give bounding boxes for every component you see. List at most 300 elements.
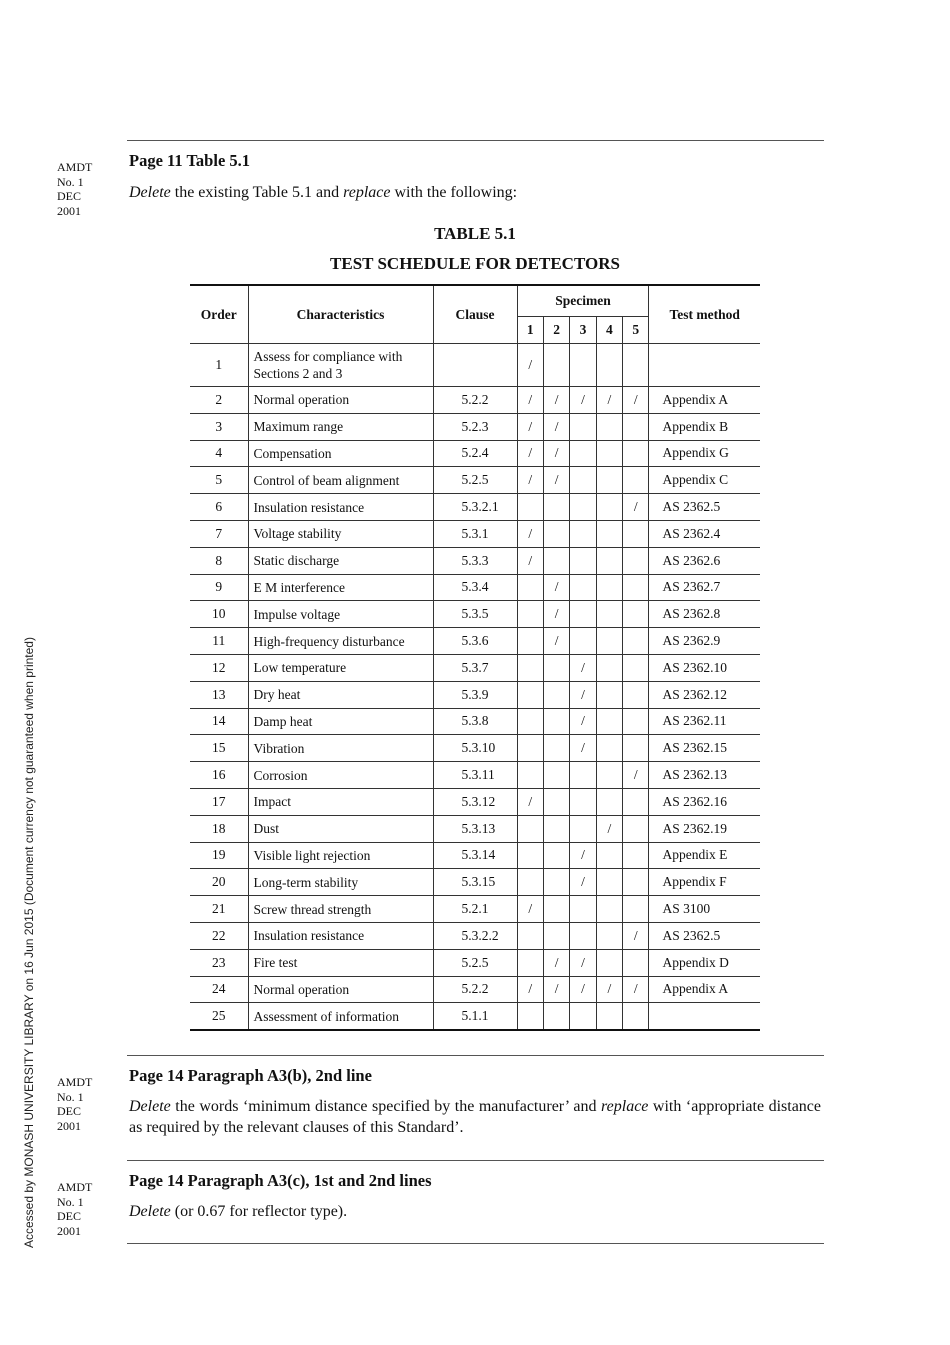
table-row xyxy=(190,413,760,440)
amendment-label: AMDT xyxy=(57,1075,93,1089)
cell-characteristic: High-frequency disturbance xyxy=(248,628,433,655)
cell-order: 5 xyxy=(190,467,248,494)
cell-specimen-1 xyxy=(517,654,543,681)
cell-specimen-5 xyxy=(623,788,649,815)
cell-specimen-3 xyxy=(570,762,596,789)
cell-characteristic: Assessment of information xyxy=(248,1003,433,1030)
cell-specimen-2 xyxy=(543,922,569,949)
cell-specimen-2 xyxy=(543,1003,569,1030)
header-specimen-2: 2 xyxy=(543,317,569,344)
cell-order: 6 xyxy=(190,494,248,521)
cell-characteristic: Insulation resistance xyxy=(248,494,433,521)
cell-specimen-5: / xyxy=(623,762,649,789)
cell-clause: 5.3.3 xyxy=(433,547,517,574)
amendment-month: DEC xyxy=(57,1104,81,1118)
cell-order: 22 xyxy=(190,922,248,949)
cell-specimen-4 xyxy=(596,494,622,521)
table-row xyxy=(190,494,760,521)
cell-test-method: Appendix D xyxy=(649,949,760,976)
cell-specimen-1 xyxy=(517,494,543,521)
cell-characteristic: Control of beam alignment xyxy=(248,467,433,494)
amendment-number: No. 1 xyxy=(57,174,84,189)
replace-keyword: replace xyxy=(343,184,391,201)
section-instruction-table-5-1 xyxy=(129,182,821,203)
cell-specimen-5 xyxy=(623,735,649,762)
cell-specimen-3: / xyxy=(570,735,596,762)
header-specimen: Specimen xyxy=(517,285,649,317)
cell-specimen-2: / xyxy=(543,413,569,440)
table-row xyxy=(190,788,760,815)
cell-characteristic: Voltage stability xyxy=(248,520,433,547)
table-caption: TABLE 5.1 xyxy=(434,224,516,243)
cell-specimen-1: / xyxy=(517,788,543,815)
instruction-text-end: with ‘appropriate distance as required by the relevant clauses of this Standard’. xyxy=(129,1098,822,1136)
cell-test-method: AS 2362.10 xyxy=(649,654,760,681)
cell-specimen-3 xyxy=(570,440,596,467)
cell-specimen-4 xyxy=(596,1003,622,1030)
table-row xyxy=(190,344,760,387)
cell-specimen-3 xyxy=(570,1003,596,1030)
cell-specimen-1: / xyxy=(517,896,543,923)
cell-specimen-3: / xyxy=(570,976,596,1003)
section-divider-bottom xyxy=(127,1243,824,1244)
delete-keyword: Delete xyxy=(129,1203,171,1220)
cell-specimen-1 xyxy=(517,574,543,601)
amendment-number: No. 1 xyxy=(57,1194,84,1209)
cell-specimen-1 xyxy=(517,681,543,708)
table-row xyxy=(190,708,760,735)
cell-specimen-1: / xyxy=(517,344,543,387)
cell-specimen-2: / xyxy=(543,467,569,494)
cell-specimen-5 xyxy=(623,949,649,976)
cell-specimen-4 xyxy=(596,601,622,628)
cell-order: 10 xyxy=(190,601,248,628)
cell-clause: 5.3.1 xyxy=(433,520,517,547)
table-row xyxy=(190,681,760,708)
cell-specimen-2 xyxy=(543,815,569,842)
instruction-text: the existing Table 5.1 and xyxy=(170,184,344,201)
cell-specimen-5 xyxy=(623,869,649,896)
cell-specimen-5 xyxy=(623,467,649,494)
table-row xyxy=(190,922,760,949)
section-instruction-a3c xyxy=(129,1201,821,1222)
cell-specimen-3 xyxy=(570,922,596,949)
cell-specimen-4 xyxy=(596,628,622,655)
cell-test-method: AS 2362.5 xyxy=(649,922,760,949)
delete-keyword: Delete xyxy=(129,1098,171,1115)
cell-order: 12 xyxy=(190,654,248,681)
cell-specimen-3: / xyxy=(570,387,596,414)
table-row xyxy=(190,520,760,547)
cell-order: 2 xyxy=(190,387,248,414)
cell-specimen-3 xyxy=(570,467,596,494)
cell-characteristic: Damp heat xyxy=(248,708,433,735)
cell-specimen-5 xyxy=(623,896,649,923)
cell-test-method: AS 2362.13 xyxy=(649,762,760,789)
cell-specimen-5 xyxy=(623,574,649,601)
cell-specimen-5 xyxy=(623,440,649,467)
cell-specimen-1: / xyxy=(517,976,543,1003)
cell-specimen-1: / xyxy=(517,520,543,547)
cell-clause: 5.3.12 xyxy=(433,788,517,815)
cell-characteristic: Long-term stability xyxy=(248,869,433,896)
cell-test-method: AS 2362.16 xyxy=(649,788,760,815)
cell-test-method: AS 2362.4 xyxy=(649,520,760,547)
cell-specimen-3: / xyxy=(570,869,596,896)
cell-clause: 5.3.2.2 xyxy=(433,922,517,949)
cell-order: 16 xyxy=(190,762,248,789)
cell-specimen-5: / xyxy=(623,922,649,949)
cell-specimen-5 xyxy=(623,654,649,681)
cell-specimen-4 xyxy=(596,922,622,949)
cell-specimen-3 xyxy=(570,896,596,923)
instruction-text-end: with the following: xyxy=(390,184,518,201)
header-test-method: Test method xyxy=(649,285,760,344)
amendment-note-3 xyxy=(57,1180,92,1238)
cell-order: 7 xyxy=(190,520,248,547)
cell-specimen-2: / xyxy=(543,574,569,601)
cell-specimen-1 xyxy=(517,842,543,869)
table-row xyxy=(190,815,760,842)
cell-characteristic: E M interference xyxy=(248,574,433,601)
cell-specimen-4 xyxy=(596,896,622,923)
section-heading-a3c: Page 14 Paragraph A3(c), 1st and 2nd lines xyxy=(129,1171,432,1190)
test-schedule-table xyxy=(190,284,760,1031)
cell-order: 4 xyxy=(190,440,248,467)
cell-specimen-4: / xyxy=(596,815,622,842)
cell-test-method xyxy=(649,1003,760,1030)
cell-characteristic: Dry heat xyxy=(248,681,433,708)
cell-specimen-4: / xyxy=(596,976,622,1003)
cell-specimen-3 xyxy=(570,628,596,655)
cell-specimen-3 xyxy=(570,344,596,387)
cell-specimen-4 xyxy=(596,869,622,896)
cell-specimen-4 xyxy=(596,681,622,708)
cell-characteristic: Fire test xyxy=(248,949,433,976)
cell-specimen-4 xyxy=(596,413,622,440)
cell-specimen-2 xyxy=(543,681,569,708)
cell-specimen-3: / xyxy=(570,708,596,735)
amendment-year: 2001 xyxy=(57,1118,81,1133)
cell-specimen-3 xyxy=(570,788,596,815)
cell-specimen-5: / xyxy=(623,494,649,521)
cell-specimen-1 xyxy=(517,869,543,896)
cell-specimen-1 xyxy=(517,949,543,976)
cell-specimen-3 xyxy=(570,413,596,440)
cell-specimen-1: / xyxy=(517,467,543,494)
cell-test-method: AS 2362.11 xyxy=(649,708,760,735)
cell-clause: 5.2.1 xyxy=(433,896,517,923)
table-row xyxy=(190,735,760,762)
section-divider-2 xyxy=(127,1055,824,1056)
section-heading-table-5-1: Page 11 Table 5.1 xyxy=(129,151,251,170)
cell-specimen-2 xyxy=(543,842,569,869)
cell-clause: 5.2.5 xyxy=(433,467,517,494)
table-row xyxy=(190,1003,760,1030)
cell-characteristic: Maximum range xyxy=(248,413,433,440)
table-row xyxy=(190,601,760,628)
table-row xyxy=(190,628,760,655)
table-row xyxy=(190,762,760,789)
cell-specimen-3: / xyxy=(570,654,596,681)
amendment-month: DEC xyxy=(57,1209,81,1223)
cell-specimen-2 xyxy=(543,520,569,547)
cell-specimen-5 xyxy=(623,681,649,708)
cell-specimen-3 xyxy=(570,520,596,547)
cell-specimen-1 xyxy=(517,1003,543,1030)
cell-order: 8 xyxy=(190,547,248,574)
amendment-year: 2001 xyxy=(57,1223,81,1238)
cell-specimen-1 xyxy=(517,628,543,655)
cell-specimen-2: / xyxy=(543,628,569,655)
amendment-label: AMDT xyxy=(57,1180,93,1194)
cell-test-method: AS 2362.12 xyxy=(649,681,760,708)
cell-clause: 5.3.10 xyxy=(433,735,517,762)
cell-specimen-5 xyxy=(623,628,649,655)
cell-specimen-5: / xyxy=(623,387,649,414)
header-order: Order xyxy=(190,285,248,344)
cell-specimen-4 xyxy=(596,949,622,976)
cell-specimen-1: / xyxy=(517,413,543,440)
cell-test-method: Appendix F xyxy=(649,869,760,896)
cell-specimen-2: / xyxy=(543,949,569,976)
cell-test-method xyxy=(649,344,760,387)
cell-specimen-1 xyxy=(517,708,543,735)
section-divider-3 xyxy=(127,1160,824,1161)
amendment-month: DEC xyxy=(57,189,81,203)
cell-characteristic: Normal operation xyxy=(248,976,433,1003)
cell-specimen-2 xyxy=(543,547,569,574)
cell-specimen-2 xyxy=(543,344,569,387)
cell-test-method: AS 2362.5 xyxy=(649,494,760,521)
cell-specimen-4 xyxy=(596,574,622,601)
cell-specimen-5 xyxy=(623,344,649,387)
cell-specimen-1: / xyxy=(517,440,543,467)
cell-clause: 5.2.5 xyxy=(433,949,517,976)
cell-specimen-4 xyxy=(596,788,622,815)
header-specimen-1: 1 xyxy=(517,317,543,344)
table-row xyxy=(190,467,760,494)
cell-test-method: AS 2362.8 xyxy=(649,601,760,628)
cell-characteristic: Assess for compliance with Sections 2 and 3 xyxy=(248,344,433,387)
cell-specimen-1 xyxy=(517,922,543,949)
cell-clause: 5.3.15 xyxy=(433,869,517,896)
table-row xyxy=(190,574,760,601)
cell-order: 20 xyxy=(190,869,248,896)
cell-specimen-2 xyxy=(543,869,569,896)
cell-specimen-4 xyxy=(596,467,622,494)
table-row xyxy=(190,387,760,414)
cell-specimen-3 xyxy=(570,574,596,601)
cell-test-method: AS 2362.6 xyxy=(649,547,760,574)
table-body xyxy=(190,344,760,1031)
cell-specimen-1: / xyxy=(517,547,543,574)
cell-characteristic: Compensation xyxy=(248,440,433,467)
cell-specimen-4 xyxy=(596,842,622,869)
cell-specimen-2 xyxy=(543,494,569,521)
table-title: TEST SCHEDULE FOR DETECTORS xyxy=(330,254,620,273)
cell-clause: 5.3.9 xyxy=(433,681,517,708)
cell-clause: 5.3.5 xyxy=(433,601,517,628)
amendment-year: 2001 xyxy=(57,203,81,218)
cell-specimen-2 xyxy=(543,788,569,815)
table-row xyxy=(190,949,760,976)
section-heading-a3b: Page 14 Paragraph A3(b), 2nd line xyxy=(129,1066,372,1085)
cell-order: 3 xyxy=(190,413,248,440)
header-specimen-4: 4 xyxy=(596,317,622,344)
cell-specimen-2: / xyxy=(543,976,569,1003)
cell-characteristic: Dust xyxy=(248,815,433,842)
cell-clause: 5.3.4 xyxy=(433,574,517,601)
cell-specimen-1 xyxy=(517,601,543,628)
cell-test-method: Appendix B xyxy=(649,413,760,440)
cell-test-method: Appendix A xyxy=(649,976,760,1003)
cell-characteristic: Normal operation xyxy=(248,387,433,414)
cell-order: 13 xyxy=(190,681,248,708)
header-characteristics: Characteristics xyxy=(248,285,433,344)
cell-specimen-3 xyxy=(570,815,596,842)
cell-test-method: AS 2362.15 xyxy=(649,735,760,762)
cell-order: 19 xyxy=(190,842,248,869)
cell-specimen-5 xyxy=(623,547,649,574)
header-clause: Clause xyxy=(433,285,517,344)
cell-specimen-1 xyxy=(517,735,543,762)
cell-test-method: Appendix E xyxy=(649,842,760,869)
cell-clause: 5.2.2 xyxy=(433,387,517,414)
cell-clause: 5.3.13 xyxy=(433,815,517,842)
table-row xyxy=(190,547,760,574)
cell-specimen-4 xyxy=(596,708,622,735)
cell-characteristic: Corrosion xyxy=(248,762,433,789)
amendment-note-2 xyxy=(57,1075,92,1133)
cell-specimen-4 xyxy=(596,762,622,789)
cell-characteristic: Impulse voltage xyxy=(248,601,433,628)
table-row xyxy=(190,976,760,1003)
cell-specimen-5 xyxy=(623,413,649,440)
instruction-text-end: (or 0.67 for reflector type). xyxy=(170,1203,348,1220)
cell-characteristic: Visible light rejection xyxy=(248,842,433,869)
cell-order: 17 xyxy=(190,788,248,815)
cell-clause: 5.3.14 xyxy=(433,842,517,869)
cell-order: 21 xyxy=(190,896,248,923)
access-watermark: Accessed by MONASH UNIVERSITY LIBRARY on 16 Jun 2015 (Document currency not guaranteed when printed) xyxy=(22,637,36,1248)
cell-specimen-2 xyxy=(543,735,569,762)
cell-specimen-1 xyxy=(517,815,543,842)
cell-test-method: Appendix C xyxy=(649,467,760,494)
cell-clause: 5.2.3 xyxy=(433,413,517,440)
cell-order: 1 xyxy=(190,344,248,387)
cell-order: 25 xyxy=(190,1003,248,1030)
cell-specimen-5 xyxy=(623,601,649,628)
cell-clause: 5.2.4 xyxy=(433,440,517,467)
cell-test-method: AS 3100 xyxy=(649,896,760,923)
cell-order: 9 xyxy=(190,574,248,601)
cell-clause: 5.3.2.1 xyxy=(433,494,517,521)
cell-specimen-1: / xyxy=(517,387,543,414)
cell-clause: 5.3.8 xyxy=(433,708,517,735)
cell-characteristic: Impact xyxy=(248,788,433,815)
amendment-number: No. 1 xyxy=(57,1089,84,1104)
cell-specimen-3: / xyxy=(570,842,596,869)
cell-characteristic: Static discharge xyxy=(248,547,433,574)
cell-clause xyxy=(433,344,517,387)
cell-clause: 5.1.1 xyxy=(433,1003,517,1030)
amendment-note-1 xyxy=(57,160,92,218)
cell-specimen-2: / xyxy=(543,440,569,467)
table-row xyxy=(190,842,760,869)
cell-characteristic: Vibration xyxy=(248,735,433,762)
cell-order: 14 xyxy=(190,708,248,735)
cell-test-method: Appendix A xyxy=(649,387,760,414)
cell-clause: 5.3.6 xyxy=(433,628,517,655)
cell-test-method: AS 2362.7 xyxy=(649,574,760,601)
cell-specimen-3 xyxy=(570,494,596,521)
cell-specimen-5 xyxy=(623,1003,649,1030)
cell-specimen-2 xyxy=(543,896,569,923)
cell-characteristic: Insulation resistance xyxy=(248,922,433,949)
cell-order: 11 xyxy=(190,628,248,655)
cell-specimen-5 xyxy=(623,520,649,547)
table-row xyxy=(190,896,760,923)
cell-specimen-4 xyxy=(596,654,622,681)
cell-specimen-5 xyxy=(623,815,649,842)
cell-specimen-2 xyxy=(543,654,569,681)
header-specimen-3: 3 xyxy=(570,317,596,344)
cell-test-method: AS 2362.9 xyxy=(649,628,760,655)
cell-specimen-3: / xyxy=(570,949,596,976)
cell-characteristic: Screw thread strength xyxy=(248,896,433,923)
cell-specimen-4 xyxy=(596,440,622,467)
cell-order: 23 xyxy=(190,949,248,976)
cell-specimen-4 xyxy=(596,547,622,574)
cell-specimen-3 xyxy=(570,547,596,574)
section-instruction-a3b xyxy=(129,1096,821,1138)
cell-clause: 5.3.7 xyxy=(433,654,517,681)
cell-clause: 5.3.11 xyxy=(433,762,517,789)
cell-order: 18 xyxy=(190,815,248,842)
instruction-text: the words ‘minimum distance specified by the manufacturer’ and xyxy=(170,1098,602,1115)
cell-specimen-2 xyxy=(543,708,569,735)
table-row xyxy=(190,869,760,896)
cell-specimen-4 xyxy=(596,735,622,762)
cell-specimen-2: / xyxy=(543,387,569,414)
section-divider-top xyxy=(127,140,824,141)
table-row xyxy=(190,440,760,467)
amendment-label: AMDT xyxy=(57,160,93,174)
cell-characteristic: Low temperature xyxy=(248,654,433,681)
cell-specimen-5 xyxy=(623,842,649,869)
cell-specimen-2 xyxy=(543,762,569,789)
cell-specimen-3 xyxy=(570,601,596,628)
cell-test-method: AS 2362.19 xyxy=(649,815,760,842)
cell-test-method: Appendix G xyxy=(649,440,760,467)
cell-order: 24 xyxy=(190,976,248,1003)
cell-specimen-4: / xyxy=(596,387,622,414)
cell-order: 15 xyxy=(190,735,248,762)
cell-specimen-5: / xyxy=(623,976,649,1003)
table-row xyxy=(190,654,760,681)
cell-specimen-2: / xyxy=(543,601,569,628)
cell-specimen-1 xyxy=(517,762,543,789)
header-specimen-5: 5 xyxy=(623,317,649,344)
delete-keyword: Delete xyxy=(129,184,171,201)
replace-keyword: replace xyxy=(601,1098,649,1115)
cell-specimen-4 xyxy=(596,344,622,387)
cell-specimen-3: / xyxy=(570,681,596,708)
cell-clause: 5.2.2 xyxy=(433,976,517,1003)
cell-specimen-4 xyxy=(596,520,622,547)
cell-specimen-5 xyxy=(623,708,649,735)
